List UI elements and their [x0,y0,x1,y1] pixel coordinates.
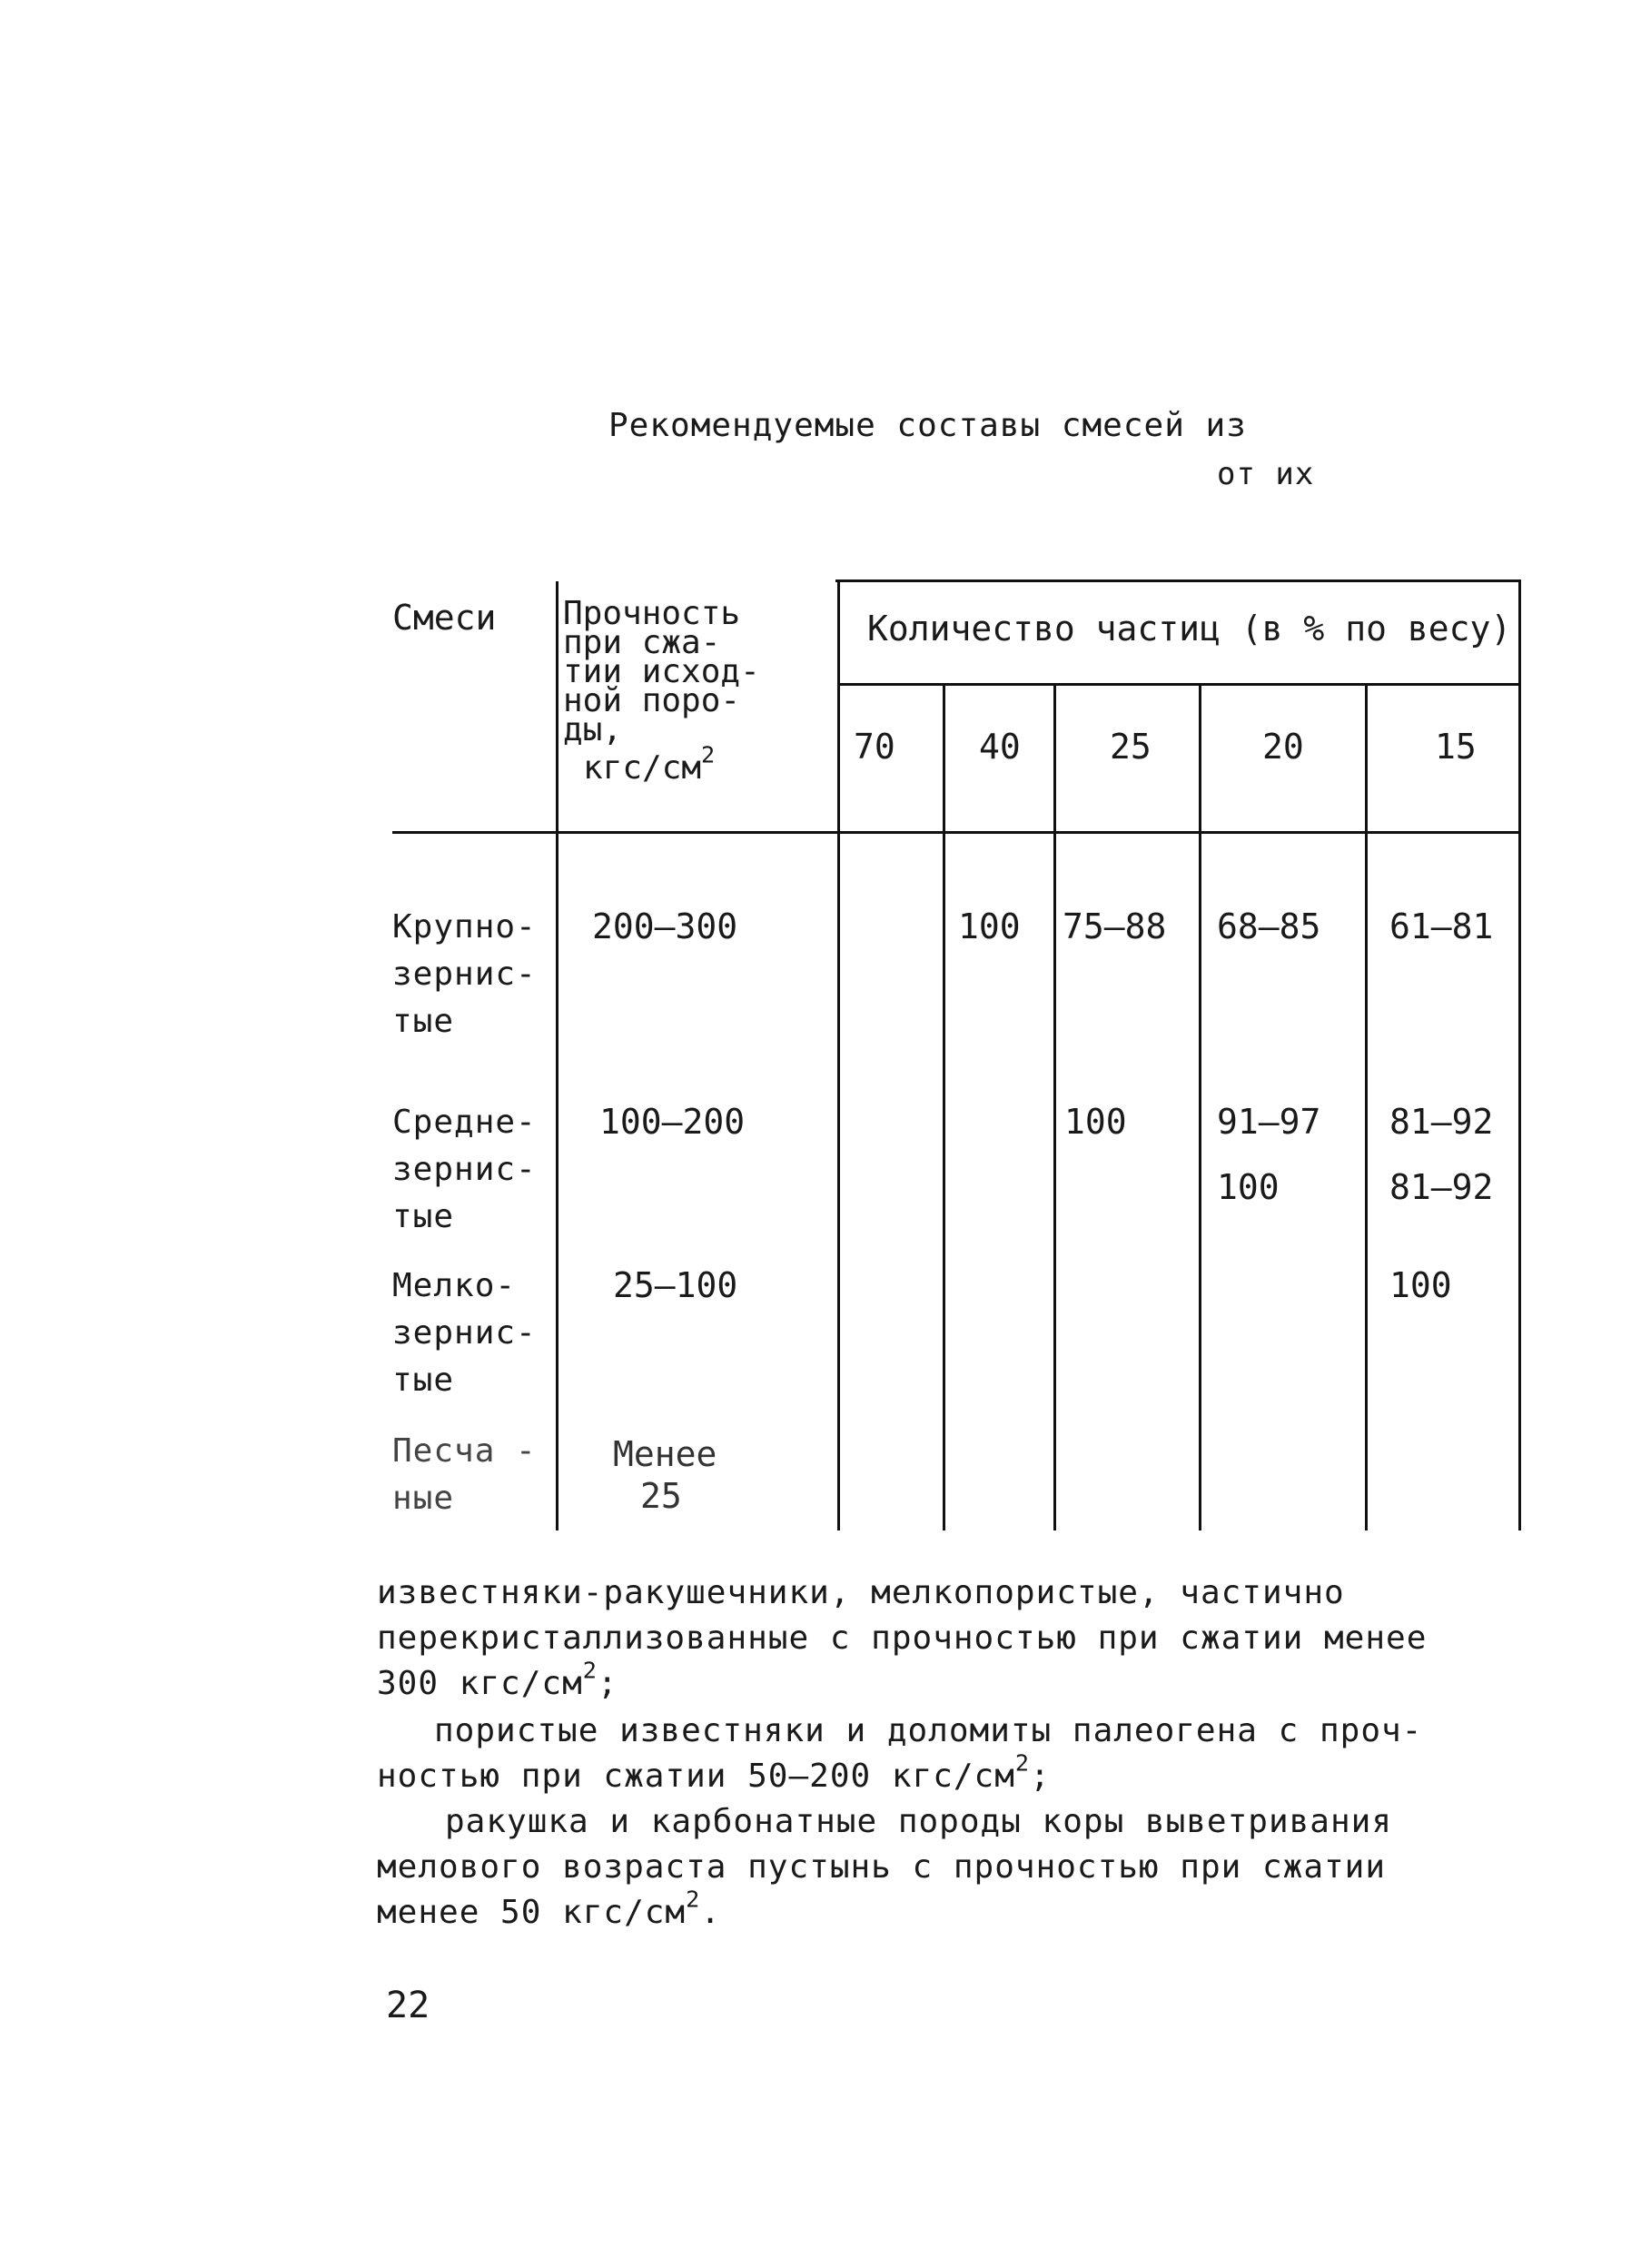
header-strength-line: тии исход- [563,653,760,690]
column-divider [1365,683,1368,1530]
table-right-rule [1518,579,1521,1530]
header-strength-line: при сжа- [563,624,721,661]
paragraph-line: перекристаллизованные с прочностью при сжатии менее [377,1619,1428,1657]
header-size-15: 15 [1435,727,1477,767]
row-strength-sandy: Менее 25 [613,1434,717,1516]
table-title-continuation: от их [1217,456,1315,492]
paragraph-line: пористые известняки и доломиты палеогена с проч- [434,1712,1423,1749]
column-divider [556,581,558,1530]
table-top-rule [835,579,1521,582]
paragraph-line: ностью при сжатии 50–200 кгс/$см^2$; [377,1749,1051,1795]
cell-medium-25: 100 [1064,1102,1127,1142]
cell-medium-15: 81–92 [1389,1102,1494,1142]
row-label-sandy: Песча - ные [392,1432,537,1517]
row-label-fine: Мелко- зернис- тые [392,1267,537,1399]
page-number: 22 [386,1985,430,2026]
cell-coarse-20: 68–85 [1217,906,1321,946]
row-label-medium: Средне- зернис- тые [392,1104,537,1235]
paragraph-line: известняки-ракушечники, мелкопористые, частично [377,1574,1345,1611]
table-title: Рекомендуемые составы смесей из [608,407,1247,444]
header-strength [563,595,760,787]
header-strength-line: ной поро- [563,682,741,719]
header-size-25: 25 [1110,727,1152,767]
header-particle-count: Количество частиц (в % по весу) [867,609,1512,649]
row-strength-coarse: 200–300 [592,906,738,946]
cell-medium-20-alt: 100 [1217,1167,1280,1207]
paragraph-line: менее 50 кгс/$см^2$. [377,1886,721,1931]
row-strength-medium: 100–200 [599,1102,746,1142]
header-strength-line: Прочность [563,595,741,632]
cell-coarse-40: 100 [958,906,1021,946]
header-size-20: 20 [1262,727,1304,767]
header-size-70: 70 [854,727,895,767]
header-size-40: 40 [979,727,1021,767]
cell-fine-15: 100 [1389,1265,1452,1305]
header-mixtures: Смеси [392,598,497,638]
paragraph-line: 300 кгс/$см^2$; [377,1657,618,1702]
header-bottom-rule [392,831,1521,834]
row-strength-fine: 25–100 [613,1265,738,1305]
column-divider [943,683,945,1530]
paragraph-line: мелового возраста пустынь с прочностью при сжатии [377,1848,1387,1886]
cell-coarse-15: 61–81 [1389,906,1494,946]
column-divider [837,581,840,1530]
cell-medium-15-alt: 81–92 [1389,1167,1494,1207]
column-divider [1053,683,1056,1530]
column-divider [1199,683,1201,1530]
cell-medium-20: 91–97 [1217,1102,1321,1142]
header-strength-unit: кгс/$см^2$ [583,741,716,787]
paragraph-line: ракушка и карбонатные породы коры выветривания [445,1803,1392,1840]
cell-coarse-25: 75–88 [1063,906,1167,946]
header-strength-line: ды, [563,711,623,748]
row-label-coarse: Крупно- зернис- тые [392,908,537,1040]
